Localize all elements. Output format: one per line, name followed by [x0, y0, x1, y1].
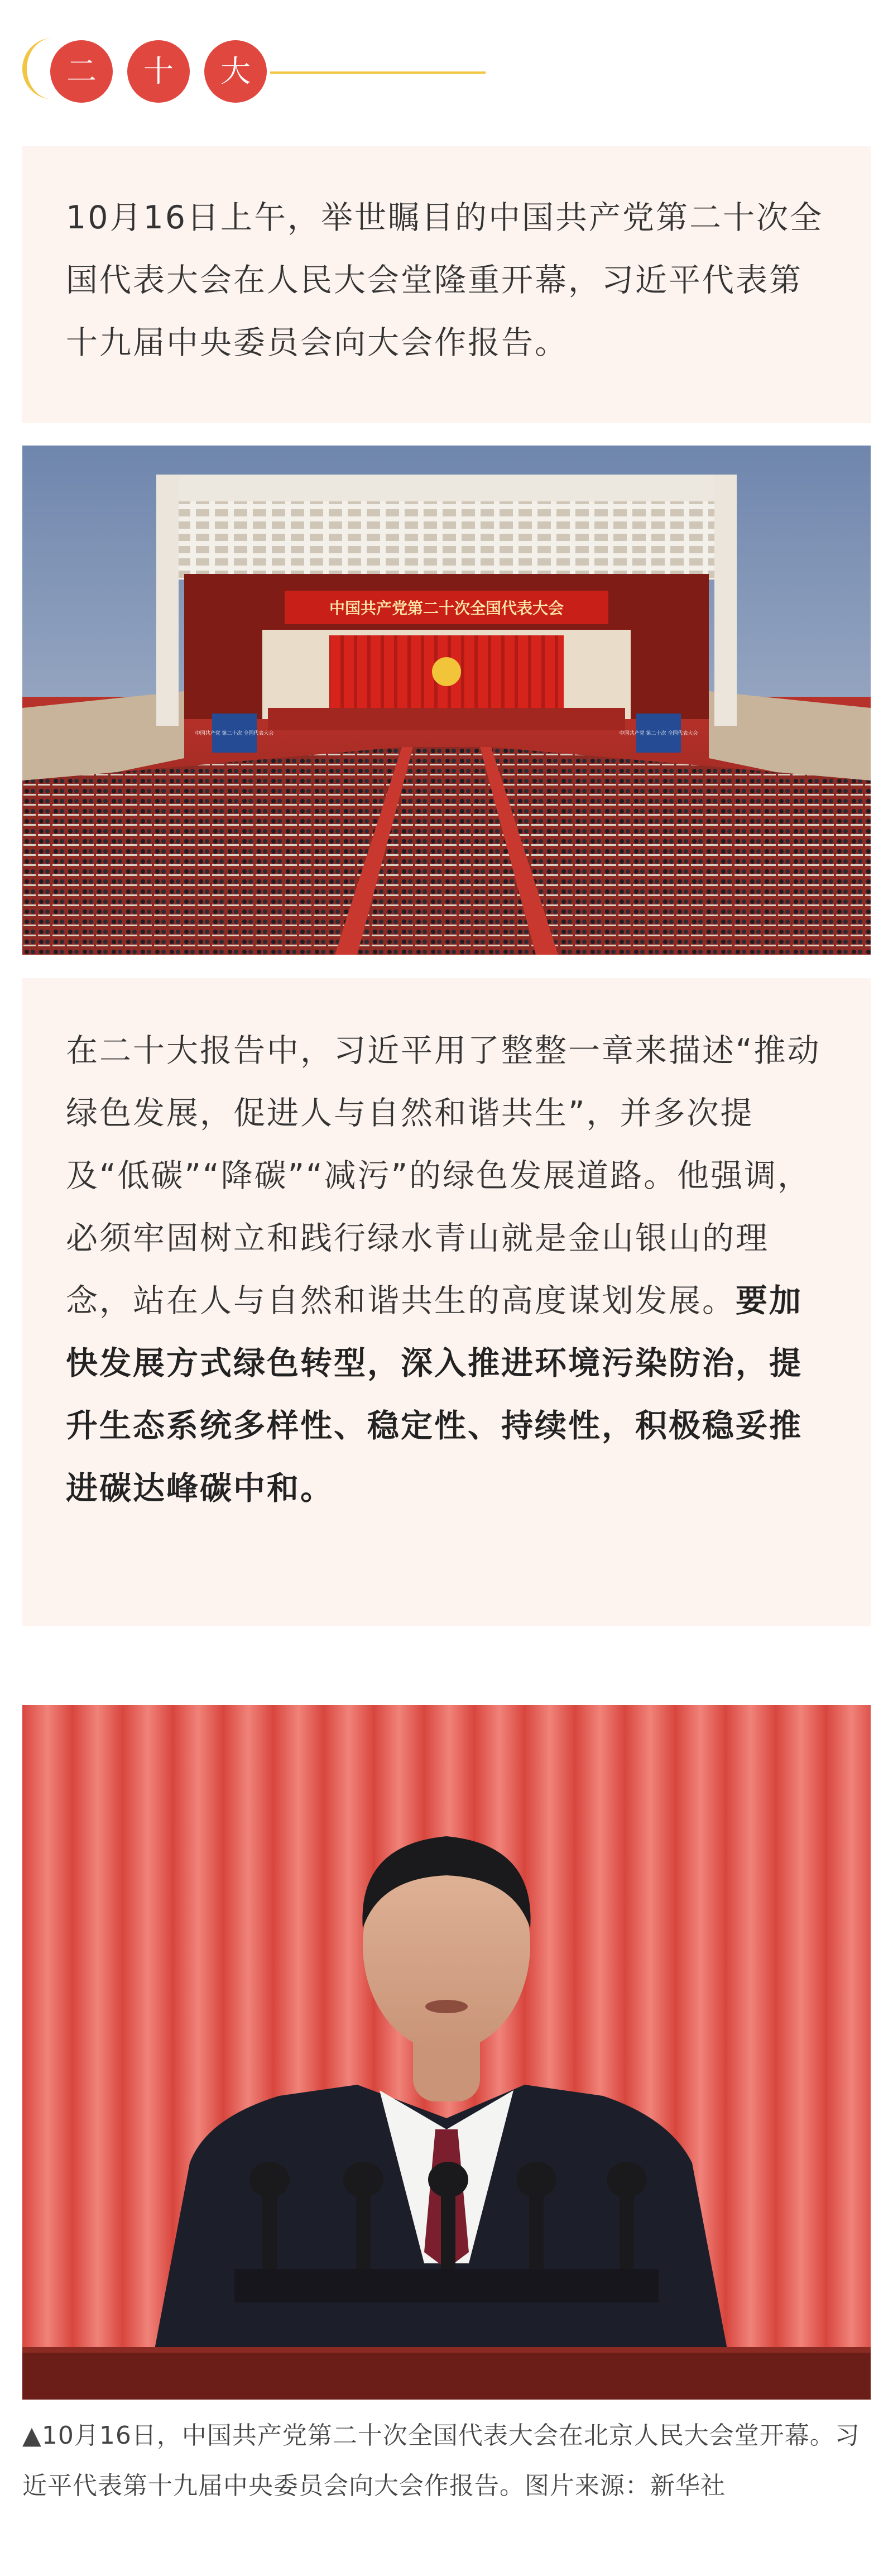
party-emblem [432, 657, 461, 686]
report-card [22, 978, 871, 1626]
microphone-stand [234, 2269, 659, 2302]
hall-banner-text: 中国共产党第二十次全国代表大会 [329, 599, 564, 617]
header-char-2: 十 [127, 40, 190, 103]
photo-caption: ▲10月16日，中国共产党第二十次全国代表大会在北京人民大会堂开幕。习近平代表第十九届中央委员会向大会作报告。图片来源：新华社 [22, 2421, 860, 2500]
speaker-photo [22, 1705, 871, 2400]
report-text [66, 1019, 827, 1520]
podium [22, 2347, 871, 2400]
congress-hall-photo [22, 446, 871, 955]
header-divider-line [270, 71, 486, 74]
intro-text: 10月16日上午，举世瞩目的中国共产党第二十次全国代表大会在人民大会堂隆重开幕，习近平代表第十九届中央委员会向大会作报告。 [66, 199, 824, 361]
intro-card [22, 146, 871, 423]
header-char-3: 大 [204, 40, 267, 103]
report-normal-text: 在二十大报告中，习近平用了整整一章来描述“推动绿色发展，促进人与自然和谐共生”，并多次提及“低碳”“降碳”“减污”的绿色发展道路。他强调，必须牢固树立和践行绿水青山就是金山银山的理念，站在人与自然和谐共生的高度谋划发展。 [66, 1032, 821, 1319]
report-bold-text: 要加快发展方式绿色转型，深入推进环境污染防治，提升生态系统多样性、稳定性、持续性，积极稳妥推进碳达峰碳中和。 [66, 1282, 803, 1507]
right-screen-text: 中国共产党 第二十次 全国代表大会 [619, 731, 698, 736]
section-header [17, 28, 519, 112]
header-char-1: 二 [50, 40, 113, 103]
left-screen-text: 中国共产党 第二十次 全国代表大会 [195, 731, 274, 736]
